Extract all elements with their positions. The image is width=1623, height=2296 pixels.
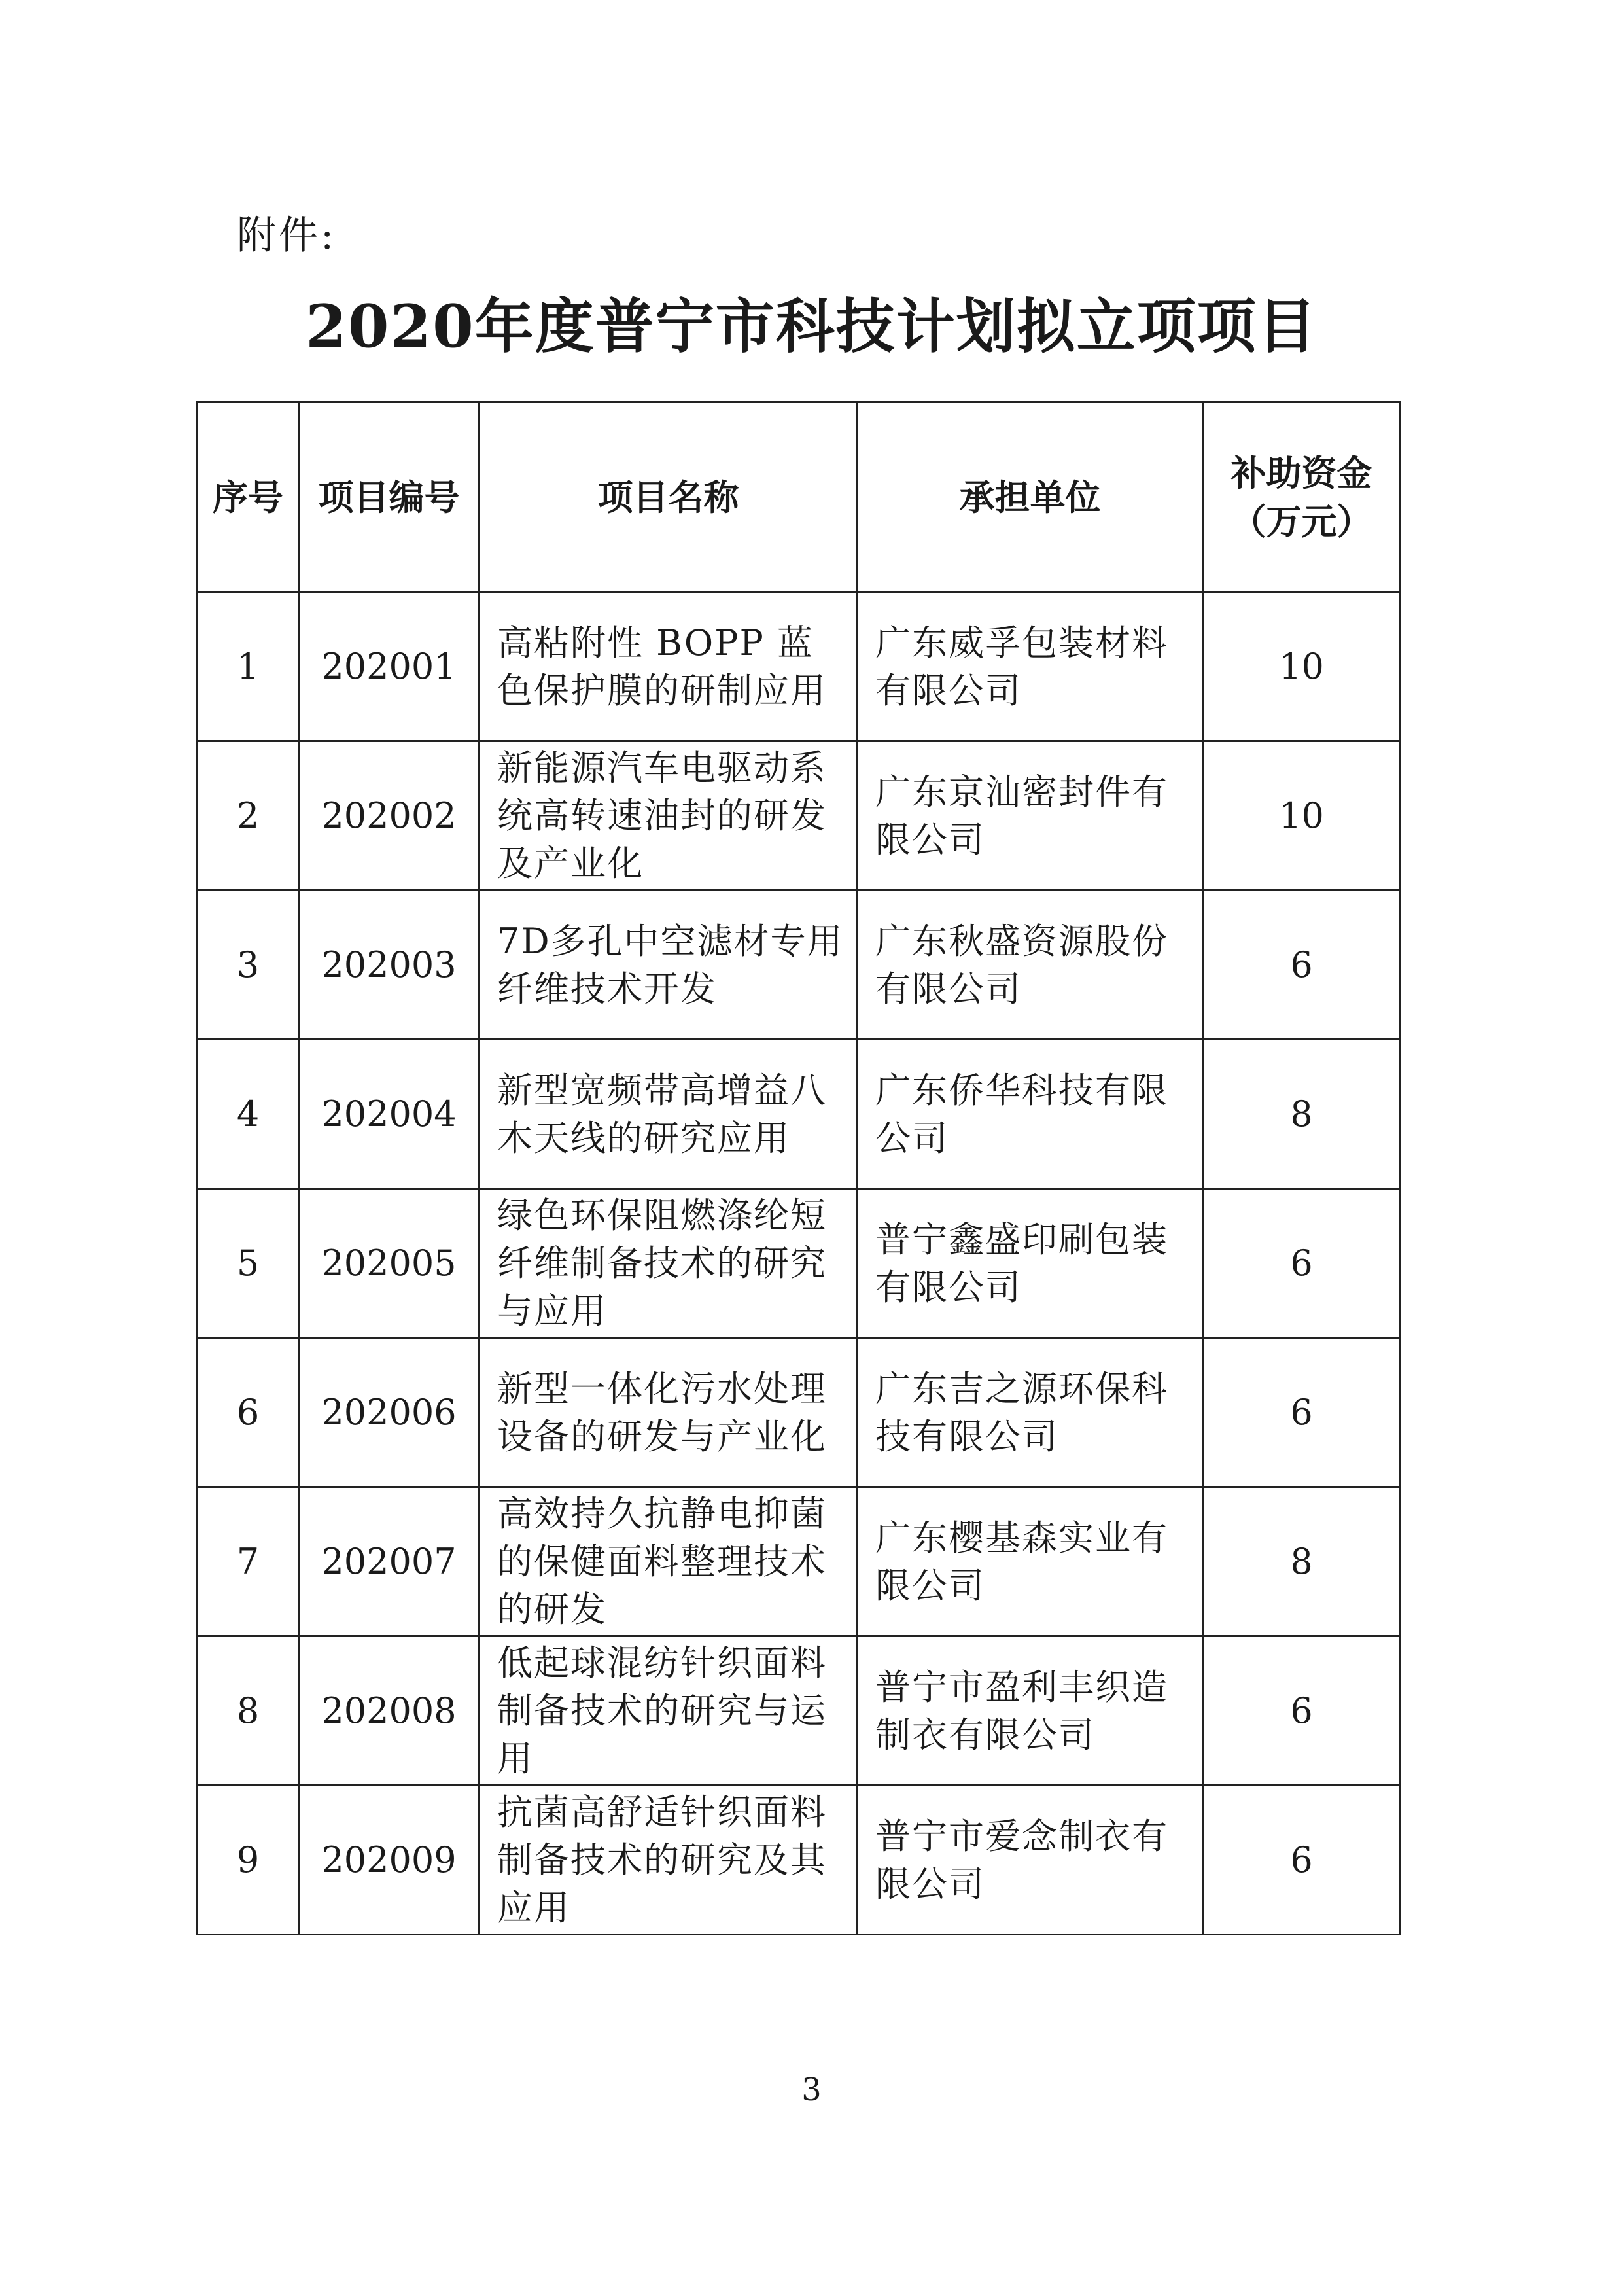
row-index: 6: [198, 1338, 299, 1487]
row-unit: 广东侨华科技有限公司: [858, 1040, 1203, 1189]
row-unit: 广东樱基森实业有限公司: [858, 1487, 1203, 1636]
row-funding: 10: [1203, 592, 1401, 741]
row-code: 202005: [299, 1189, 480, 1338]
project-table: [196, 401, 1401, 1935]
row-funding: 6: [1203, 1636, 1401, 1786]
header-funding-line1: 补助资金: [1230, 451, 1372, 494]
table-row: [198, 891, 1401, 1040]
row-index: 1: [198, 592, 299, 741]
header-funding-line2: （万元）: [1230, 500, 1372, 542]
row-index: 7: [198, 1487, 299, 1636]
row-project-name: 7D多孔中空滤材专用纤维技术开发: [480, 891, 858, 1040]
row-unit: 普宁鑫盛印刷包装有限公司: [858, 1189, 1203, 1338]
row-code: 202006: [299, 1338, 480, 1487]
page-title: 2020年度普宁市科技计划拟立项项目: [305, 292, 1318, 361]
row-project-name: 高效持久抗静电抑菌的保健面料整理技术的研发: [480, 1487, 858, 1636]
header-index: 序号: [198, 402, 299, 592]
table-row: [198, 1189, 1401, 1338]
header-unit: 承担单位: [858, 402, 1203, 592]
row-project-name: 新型一体化污水处理设备的研发与产业化: [480, 1338, 858, 1487]
row-code: 202007: [299, 1487, 480, 1636]
row-code: 202008: [299, 1636, 480, 1786]
row-funding: 6: [1203, 1338, 1401, 1487]
header-funding: [1203, 402, 1401, 592]
row-project-name: 新能源汽车电驱动系统高转速油封的研发及产业化: [480, 741, 858, 891]
row-unit: 普宁市盈利丰织造制衣有限公司: [858, 1636, 1203, 1786]
row-funding: 6: [1203, 1786, 1401, 1935]
row-unit: 广东秋盛资源股份有限公司: [858, 891, 1203, 1040]
row-funding: 8: [1203, 1040, 1401, 1189]
row-funding: 6: [1203, 891, 1401, 1040]
row-funding: 10: [1203, 741, 1401, 891]
row-unit: 广东吉之源环保科技有限公司: [858, 1338, 1203, 1487]
row-unit: 普宁市爱念制衣有限公司: [858, 1786, 1203, 1935]
row-code: 202009: [299, 1786, 480, 1935]
row-code: 202002: [299, 741, 480, 891]
row-code: 202004: [299, 1040, 480, 1189]
row-unit: 广东威孚包装材料有限公司: [858, 592, 1203, 741]
row-project-name: 抗菌高舒适针织面料制备技术的研究及其应用: [480, 1786, 858, 1935]
row-index: 3: [198, 891, 299, 1040]
table-row: [198, 741, 1401, 891]
row-index: 4: [198, 1040, 299, 1189]
row-index: 2: [198, 741, 299, 891]
page-number: 3: [801, 2072, 822, 2108]
table-row: [198, 592, 1401, 741]
table-row: [198, 1636, 1401, 1786]
table-header-row: [198, 402, 1401, 592]
row-project-name: 高粘附性 BOPP 蓝色保护膜的研制应用: [480, 592, 858, 741]
row-index: 9: [198, 1786, 299, 1935]
row-funding: 8: [1203, 1487, 1401, 1636]
row-code: 202003: [299, 891, 480, 1040]
row-project-name: 低起球混纺针织面料制备技术的研究与运用: [480, 1636, 858, 1786]
header-name: 项目名称: [480, 402, 858, 592]
attachment-label: 附件:: [237, 213, 337, 258]
row-code: 202001: [299, 592, 480, 741]
header-code: 项目编号: [299, 402, 480, 592]
row-unit: 广东京汕密封件有限公司: [858, 741, 1203, 891]
table-row: [198, 1040, 1401, 1189]
row-index: 8: [198, 1636, 299, 1786]
row-index: 5: [198, 1189, 299, 1338]
table-row: [198, 1487, 1401, 1636]
row-project-name: 新型宽频带高增益八木天线的研究应用: [480, 1040, 858, 1189]
row-funding: 6: [1203, 1189, 1401, 1338]
row-project-name: 绿色环保阻燃涤纶短纤维制备技术的研究与应用: [480, 1189, 858, 1338]
table-row: [198, 1786, 1401, 1935]
table-row: [198, 1338, 1401, 1487]
